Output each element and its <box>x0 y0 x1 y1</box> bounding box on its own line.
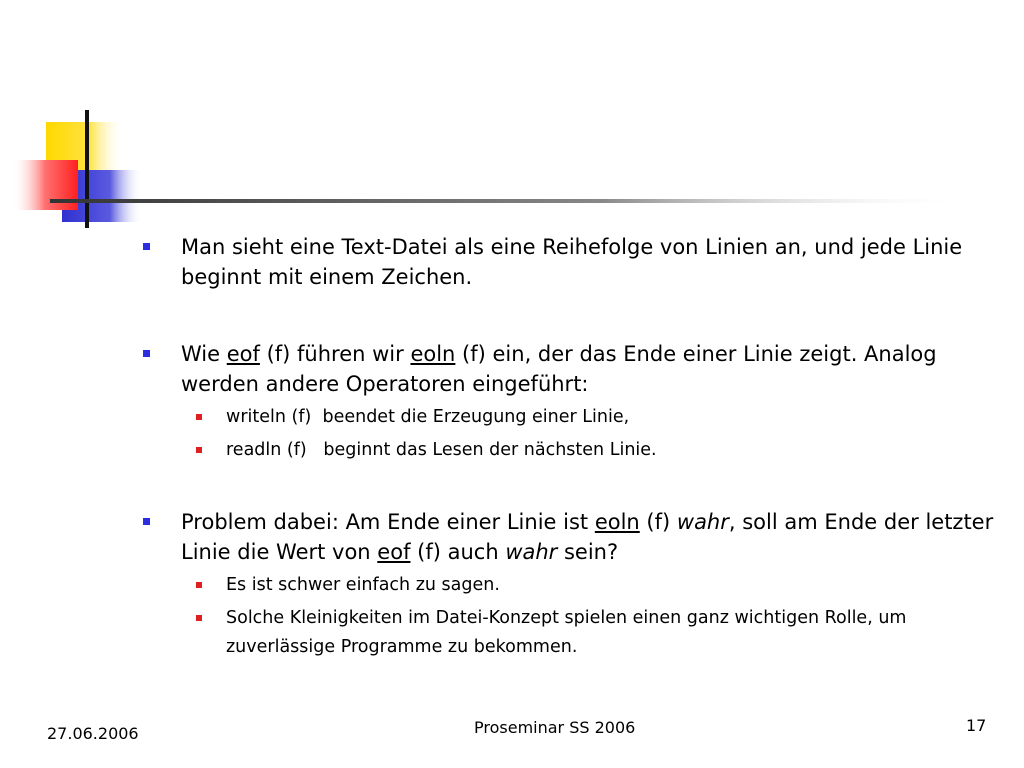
sub-bullet <box>181 604 1000 662</box>
deco-vertical-line <box>85 110 89 228</box>
sub-bullet-square-icon <box>196 582 202 588</box>
bullet-3-text-d: (f) auch <box>410 540 506 564</box>
bullet-2-eoln: eoln <box>410 342 456 366</box>
sub-bullet-square-icon <box>196 414 202 420</box>
sub-bullet-text: readln (f) beginnt das Lesen der nächsten Linie. <box>226 440 657 460</box>
bullet-1 <box>140 232 1000 292</box>
slide-number: 17 <box>966 716 987 735</box>
sub-bullet-text: Es ist schwer einfach zu sagen. <box>226 575 500 595</box>
bullet-3-eof: eof <box>377 540 411 564</box>
bullet-3 <box>140 507 1000 662</box>
sub-bullet <box>181 571 1000 600</box>
footer-date: 27.06.2006 <box>47 724 139 743</box>
bullet-2-text-b: (f) führen wir <box>259 342 411 366</box>
bullet-3-wahr: wahr <box>676 510 729 534</box>
bullet-1-text: Man sieht eine Text-Datei als eine Reihefolge von Linien an, und jede Linie beginnt mit einem Zeichen. <box>181 235 963 289</box>
sub-bullet-text: writeln (f) beendet die Erzeugung einer Linie, <box>226 407 630 427</box>
slide-body <box>140 232 1000 662</box>
bullet-square-icon <box>143 350 150 357</box>
sub-bullet <box>181 436 1000 465</box>
title-decoration <box>0 0 1024 240</box>
footer-title: Proseminar SS 2006 <box>474 718 636 737</box>
sub-bullet <box>181 403 1000 432</box>
bullet-3-text-a: Problem dabei: Am Ende einer Linie ist <box>181 510 595 534</box>
sub-bullet-text: Solche Kleinigkeiten im Datei-Konzept spielen einen ganz wichtigen Rolle, um zuverlässige Programme zu bekommen. <box>226 608 907 657</box>
bullet-3-text-b: (f) <box>639 510 677 534</box>
bullet-3-text-c: , soll am Ende der letzter Linie die Wert von <box>181 510 994 564</box>
bullet-square-icon <box>143 243 150 250</box>
sub-bullet-square-icon <box>196 615 202 621</box>
bullet-3-text-e: sein? <box>557 540 619 564</box>
bullet-square-icon <box>143 518 150 525</box>
bullet-2 <box>140 339 1000 465</box>
bullet-2-text-c: (f) ein, der das Ende einer Linie zeigt. Analog werden andere Operatoren eingeführt: <box>181 342 937 396</box>
sub-bullet-square-icon <box>196 447 202 453</box>
deco-horizontal-line <box>50 199 970 203</box>
bullet-2-eof: eof <box>226 342 260 366</box>
bullet-3-eoln: eoln <box>594 510 640 534</box>
bullet-3-wahr-2: wahr <box>505 540 558 564</box>
bullet-2-text-a: Wie <box>181 342 227 366</box>
